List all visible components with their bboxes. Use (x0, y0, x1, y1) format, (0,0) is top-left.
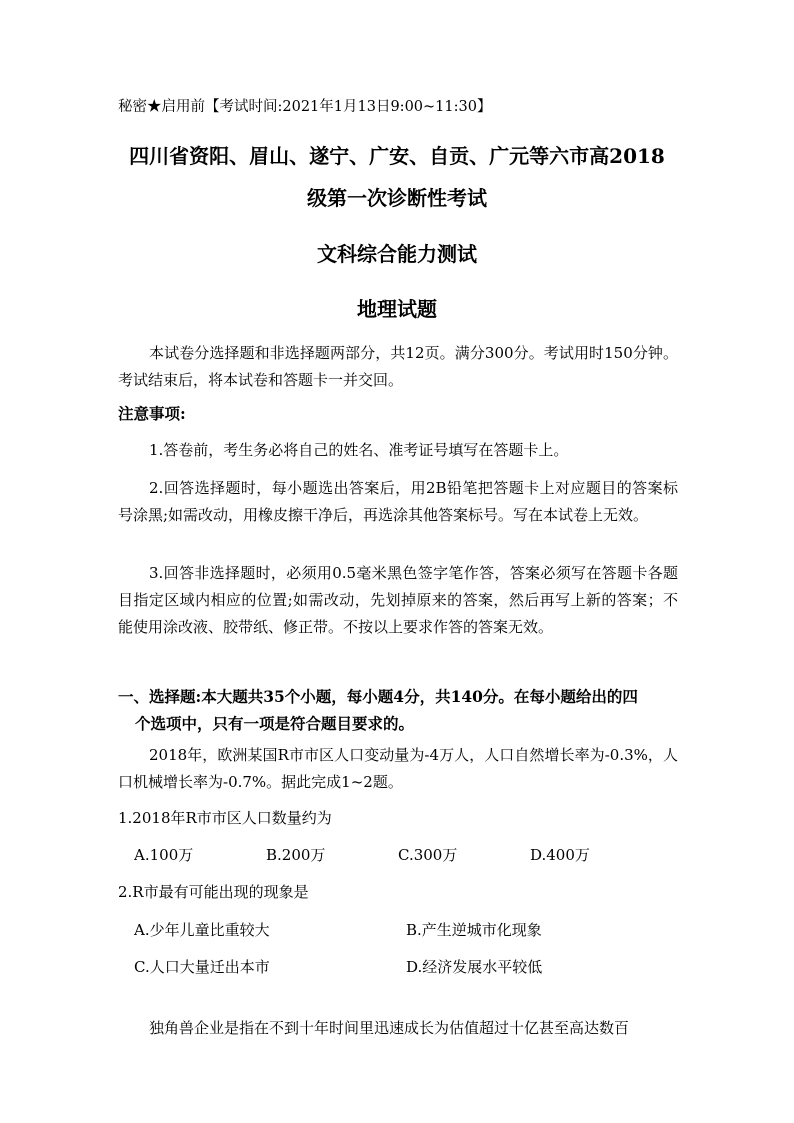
question-1-option-c: C.300万 (398, 846, 458, 864)
next-material-paragraph: 独角兽企业是指在不到十年时间里迅速成长为估值超过十亿甚至高达数百 (149, 1019, 630, 1037)
question-1-stem: 1.2018年R市市区人口数量约为 (118, 809, 332, 827)
question-1-option-b: B.200万 (266, 846, 326, 864)
section-1-title-line-2: 个选项中，只有一项是符合题目要求的。 (135, 714, 415, 733)
intro-paragraph: 本试卷分选择题和非选择题两部分，共12页。满分300分。考试用时150分钟。考试结束后，将本试卷和答题卡一并交回。 (118, 344, 678, 389)
material-paragraph: 2018年，欧洲某国R市市区人口变动量为-4万人，人口自然增长率为-0.3%，人口机械增长率为-0.7%。据此完成1~2题。 (118, 746, 678, 791)
question-2-option-d: D.经济发展水平较低 (406, 958, 543, 976)
question-2-stem: 2.R市最有可能出现的现象是 (118, 883, 309, 901)
question-1-option-d: D.400万 (530, 846, 590, 864)
section-1-title-line-1: 一、选择题:本大题共35个小题，每小题4分，共140分。在每小题给出的四 (118, 687, 638, 706)
note-item-1: 1.答卷前，考生务必将自己的姓名、准考证号填写在答题卡上。 (149, 441, 569, 459)
question-1-option-a: A.100万 (134, 846, 194, 864)
notes-heading: 注意事项: (118, 404, 186, 423)
exam-title-line-2: 级第一次诊断性考试 (307, 186, 487, 210)
question-2-option-c: C.人口大量迁出本市 (134, 958, 270, 976)
section-1-title (118, 683, 678, 737)
subject-title: 地理试题 (357, 297, 437, 321)
confidential-line: 秘密★启用前【考试时间:2021年1月13日9:00~11:30】 (118, 99, 492, 115)
note-item-2: 2.回答选择题时，每小题选出答案后，用2B铅笔把答题卡上对应题目的答案标号涂黑;如需改动，用橡皮擦干净后，再选涂其他答案标号。写在本试卷上无效。 (118, 479, 678, 524)
exam-title-line-1: 四川省资阳、眉山、遂宁、广安、自贡、广元等六市高2018 (129, 144, 665, 168)
note-item-3: 3.回答非选择题时，必须用0.5毫米黑色签字笔作答，答案必须写在答题卡各题目指定区域内相应的位置;如需改动，先划掉原来的答案，然后再写上新的答案；不能使用涂改液、胶带纸、修正带。不按以上要求作答的答案无效。 (118, 564, 678, 636)
question-2-option-b: B.产生逆城市化现象 (406, 921, 542, 939)
question-2-option-a: A.少年儿童比重较大 (134, 921, 270, 939)
exam-subtitle: 文科综合能力测试 (317, 242, 477, 266)
